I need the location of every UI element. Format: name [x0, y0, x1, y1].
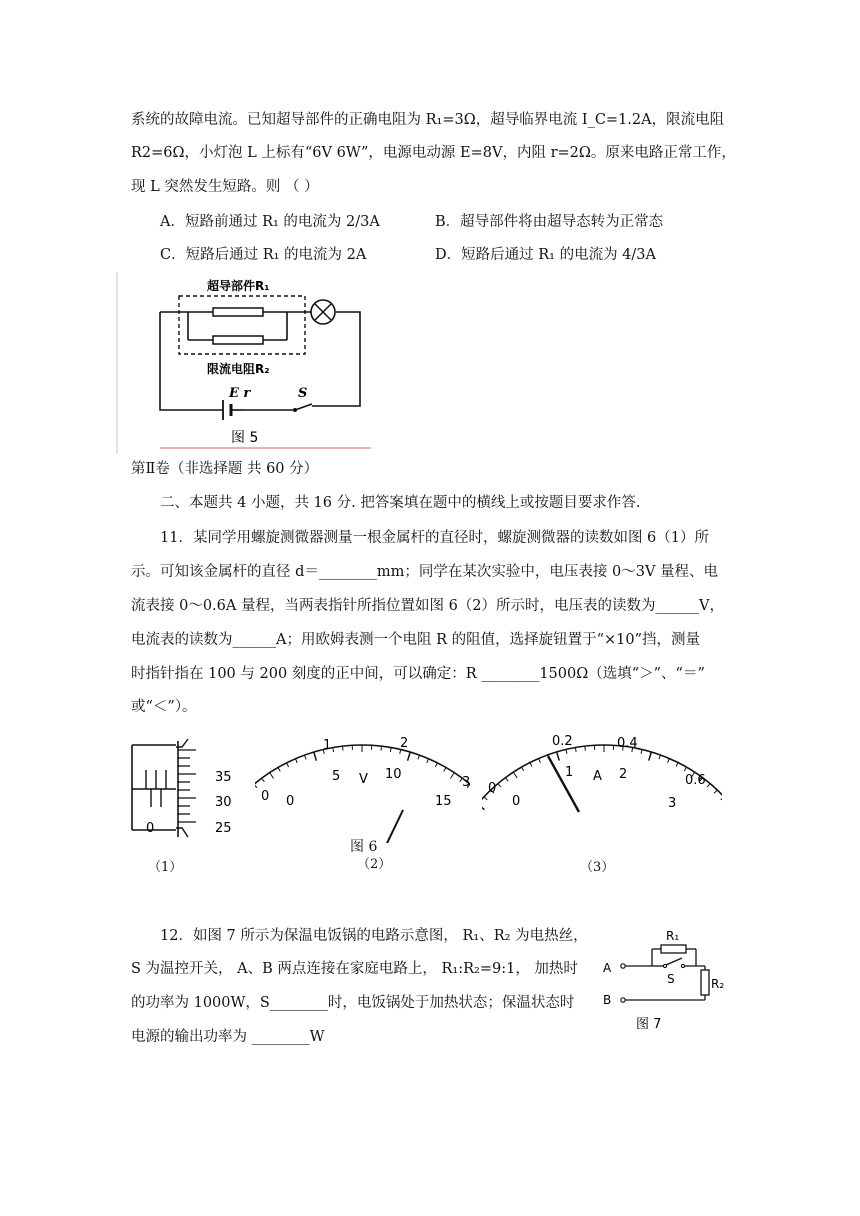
ammeter-outer-0: 0: [488, 781, 497, 796]
ammeter-unit: A: [593, 769, 602, 784]
ammeter-scale-tick: [668, 758, 670, 762]
voltmeter-unit: V: [359, 772, 368, 787]
voltmeter-scale-tick: [287, 763, 289, 767]
ammeter-scale-tick: [505, 778, 508, 782]
voltmeter-scale-tick: [270, 773, 274, 779]
ammeter-inner-2: 2: [619, 767, 628, 782]
figure-7-circuit: [600, 918, 740, 1038]
figure-5-bottom-label: 限流电阻R₂: [207, 362, 270, 376]
ammeter-scale-tick: [721, 797, 722, 800]
voltmeter-scale-tick: [278, 768, 280, 772]
q10-line2: R2=6Ω，小灯泡 L 上标有“6V 6W”，电源电动源 E=8V，内阻 r=2Ω。原来电路正常工作，: [131, 145, 736, 161]
ammeter-scale-tick: [676, 763, 678, 767]
figure-7-b: B: [603, 993, 612, 1007]
voltmeter-inner-10: 10: [385, 767, 402, 782]
ammeter-outer-06: 0.6: [685, 773, 706, 788]
ammeter-scale-tick: [566, 749, 567, 753]
figure-6-caption: 图 6: [350, 839, 378, 855]
ammeter-scale-tick: [684, 767, 686, 771]
q10-option-d: D．短路后通过 R₁ 的电流为 4/3A: [435, 247, 656, 263]
figure-6-micrometer: [126, 735, 246, 845]
q11-line5: 时指针指在 100 与 200 刻度的正中间，可以确定：R ________1500Ω（选填“＞”、“＝”: [131, 666, 705, 682]
voltmeter-needle: [377, 810, 403, 843]
voltmeter-outer-1: 1: [323, 738, 332, 753]
figure-5-caption: 图 5: [231, 430, 259, 446]
voltmeter-outer-0: 0: [261, 789, 270, 804]
q10-option-b: B．超导部件将由超导态转为正常态: [435, 214, 664, 230]
voltmeter-scale-tick: [435, 763, 437, 767]
ammeter-needle: [548, 756, 579, 812]
section-2-instructions: 二、本题共 4 小题，共 16 分. 把答案填在题中的横线上或按题目要求作答.: [160, 495, 641, 511]
figure-6-sub3: （3）: [580, 860, 615, 875]
ammeter-scale-tick: [585, 746, 586, 750]
voltmeter-scale-tick: [418, 755, 420, 759]
figure-5: [115, 272, 380, 454]
voltmeter-scale-tick: [390, 748, 391, 752]
ammeter-scale-tick: [557, 752, 560, 761]
ammeter-outer-04: 0.4: [617, 736, 638, 751]
ammeter-scale-tick: [539, 758, 541, 762]
ammeter-scale-tick: [649, 752, 652, 761]
ammeter-scale-tick: [484, 797, 487, 800]
ammeter-dial: [482, 728, 722, 843]
ammeter-scale-tick: [482, 804, 484, 810]
q10-option-a: A．短路前通过 R₁ 的电流为 2/3A: [160, 214, 380, 230]
voltmeter-inner-0: 0: [286, 794, 295, 809]
voltmeter-dial: [255, 728, 470, 843]
q10-line3: 现 L 突然发生短路。则 （ ）: [131, 179, 319, 195]
figure-6-voltmeter: [255, 728, 470, 843]
q11-line2: 示。可知该金属杆的直径 d＝________mm；同学在某次实验中，电压表接 0～3V 量程、电: [131, 564, 719, 580]
ammeter-inner-0: 0: [512, 794, 521, 809]
q12-line1: 12．如图 7 所示为保温电饭锅的电路示意图， R₁、R₂ 为电热丝，: [160, 928, 588, 944]
figure-7-r2: R₂: [711, 977, 725, 991]
micrometer-mark-25: 25: [215, 821, 232, 836]
q11-line3: 流表接 0～0.6A 量程，当两表指针所指位置如图 6（2）所示时，电压表的读数为______V，: [131, 598, 725, 614]
ammeter-inner-1: 1: [565, 765, 574, 780]
micrometer-drawing: [126, 735, 246, 845]
micrometer-mark-35: 35: [215, 770, 232, 785]
figure-7-r1: R₁: [666, 929, 680, 943]
section-2-title: 第Ⅱ卷（非选择题 共 60 分）: [131, 461, 319, 477]
figure-6-ammeter: [482, 728, 722, 843]
voltmeter-outer-3: 3: [462, 775, 470, 790]
ammeter-scale-tick: [707, 784, 710, 787]
figure-7-caption: 图 7: [636, 1017, 662, 1032]
ammeter-inner-3: 3: [668, 796, 677, 811]
voltmeter-scale-tick: [314, 752, 317, 761]
voltmeter-outer-2: 2: [400, 736, 409, 751]
voltmeter-scale-tick: [381, 746, 382, 750]
voltmeter-scale-tick: [427, 759, 429, 763]
ammeter-scale-tick: [575, 748, 576, 752]
q11-line4: 电流表的读数为______A；用欧姆表测一个电阻 R 的阻值，选择旋钮置于“×10”挡，测量: [131, 632, 701, 648]
voltmeter-inner-15: 15: [435, 794, 452, 809]
voltmeter-inner-5: 5: [332, 769, 341, 784]
voltmeter-scale-tick: [342, 746, 343, 750]
ammeter-scale-tick: [513, 772, 517, 778]
figure-5-circuit: [115, 272, 380, 454]
ammeter-outer-02: 0.2: [552, 734, 573, 749]
figure-7: [600, 918, 740, 1038]
voltmeter-scale-tick: [262, 778, 265, 782]
q11-line1: 11．某同学用螺旋测微器测量一根金属杆的直径时，螺旋测微器的读数如图 6（1）所: [160, 530, 710, 546]
micrometer-sleeve-zero: 0: [146, 821, 155, 836]
q10-option-c: C．短路后通过 R₁ 的电流为 2A: [160, 247, 367, 263]
ammeter-scale-tick: [714, 790, 717, 793]
ammeter-scale-tick: [641, 749, 642, 753]
ammeter-scale-tick: [659, 755, 661, 759]
ammeter-scale-tick: [498, 784, 501, 787]
figure-5-switch-label: S: [298, 386, 308, 401]
voltmeter-scale-tick: [295, 759, 297, 763]
voltmeter-scale-tick: [450, 773, 454, 779]
figure-6-sub2: （2）: [357, 857, 392, 872]
q10-line1: 系统的故障电流。已知超导部件的正确电阻为 R₁=3Ω，超导临界电流 I_C=1.2A，限流电阻: [131, 112, 725, 128]
ammeter-scale-tick: [522, 767, 524, 771]
micrometer-mark-30: 30: [215, 795, 232, 810]
voltmeter-scale-tick: [408, 752, 411, 761]
voltmeter-scale-tick: [255, 784, 257, 787]
q12-line4: 电源的输出功率为 ________W: [131, 1029, 325, 1045]
ammeter-scale-tick: [530, 763, 532, 767]
figure-5-top-label: 超导部件R₁: [207, 279, 270, 293]
q12-line2: S 为温控开关， A、B 两点连接在家庭电路上， R₁:R₂=9:1， 加热时: [131, 961, 578, 977]
q11-line6: 或“＜”）。: [131, 699, 197, 715]
voltmeter-scale-tick: [333, 748, 334, 752]
q12-line3: 的功率为 1000W，S________时，电饭锅处于加热状态；保温状态时: [131, 995, 575, 1011]
figure-7-s: S: [667, 972, 675, 986]
voltmeter-scale-tick: [444, 768, 446, 772]
figure-6-sub1: （1）: [148, 860, 183, 875]
figure-7-a: A: [603, 961, 612, 975]
figure-5-emf-label: E r: [229, 386, 251, 401]
voltmeter-scale-tick: [305, 755, 307, 759]
